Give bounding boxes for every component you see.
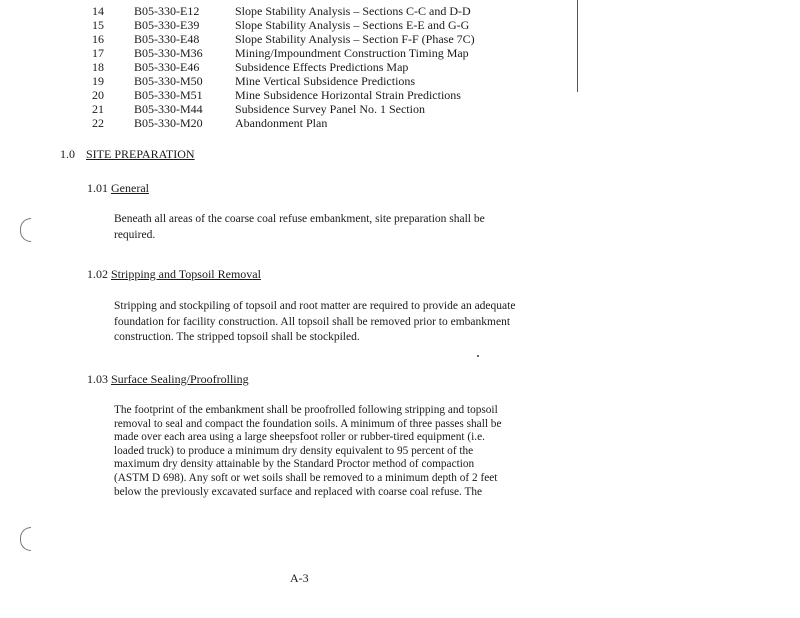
- drawing-title: Mining/Impoundment Construction Timing Map: [235, 46, 469, 60]
- drawing-number: 20: [92, 88, 104, 102]
- drawing-number: 16: [92, 32, 104, 46]
- paragraph-line: foundation for facility construction. All topsoil shall be removed prior to embankment: [114, 315, 511, 328]
- drawing-title: Mine Vertical Subsidence Predictions: [235, 74, 416, 88]
- drawing-code: B05-330-E39: [134, 18, 200, 32]
- drawing-number: 18: [92, 60, 104, 74]
- paragraph-line: below the previously excavated surface and replaced with coarse coal refuse. The: [114, 485, 483, 498]
- margin-rule: [577, 0, 578, 92]
- subsection-title: General: [111, 181, 149, 195]
- drawing-number: 22: [92, 116, 104, 130]
- drawing-code: B05-330-E46: [134, 60, 200, 74]
- drawing-number: 14: [92, 4, 104, 18]
- drawing-title: Abandonment Plan: [235, 116, 328, 130]
- paragraph-line: Beneath all areas of the coarse coal refuse embankment, site preparation shall be: [114, 213, 485, 225]
- page-number: A-3: [290, 571, 309, 585]
- drawing-title: Subsidence Effects Predictions Map: [235, 60, 409, 74]
- scan-speck: [477, 355, 479, 357]
- subsection-paragraph: [114, 299, 515, 346]
- subsection-title: Stripping and Topsoil Removal: [111, 267, 261, 281]
- drawing-code: B05-330-M20: [134, 116, 203, 130]
- paragraph-line: loaded truck) to produce a minimum dry density equivalent to 95 percent of the: [114, 444, 474, 457]
- drawing-code: B05-330-E12: [134, 4, 200, 18]
- drawing-number: 19: [92, 74, 104, 88]
- binder-hole-mark: [20, 527, 31, 551]
- drawing-code: B05-330-E48: [134, 32, 200, 46]
- drawing-number: 15: [92, 18, 104, 32]
- paragraph-line: Stripping and stockpiling of topsoil and root matter are required to provide an adequate: [114, 300, 516, 312]
- paragraph-line: made over each area using a large sheepsfoot roller or rubber-tired equipment (i.e.: [114, 431, 485, 444]
- drawing-title: Mine Subsidence Horizontal Strain Predictions: [235, 88, 461, 102]
- drawing-title: Slope Stability Analysis – Sections C-C and D-D: [235, 4, 471, 18]
- subsection-number: 1.01: [87, 181, 108, 195]
- section-title: SITE PREPARATION: [86, 147, 195, 161]
- paragraph-line: construction. The stripped topsoil shall be stockpiled.: [114, 331, 360, 343]
- subsection-number: 1.03: [87, 372, 108, 386]
- paragraph-line: The footprint of the embankment shall be proofrolled following stripping and topsoil: [114, 404, 498, 416]
- drawing-title: Slope Stability Analysis – Section F-F (Phase 7C): [235, 32, 475, 46]
- drawing-number: 21: [92, 102, 104, 116]
- paragraph-line: required.: [114, 228, 156, 241]
- drawing-title: Slope Stability Analysis – Sections E-E and G-G: [235, 18, 470, 32]
- section-number: 1.0: [60, 147, 75, 161]
- drawing-code: B05-330-M51: [134, 88, 203, 102]
- section-heading: [60, 147, 195, 161]
- subsection-heading: [87, 267, 261, 281]
- binder-hole-mark: [20, 218, 31, 242]
- drawing-code: B05-330-M44: [134, 102, 203, 116]
- subsection-paragraph: [114, 404, 501, 499]
- subsection-title: Surface Sealing/Proofrolling: [111, 372, 249, 386]
- paragraph-line: removal to seal and compact the foundation soils. A minimum of three passes shall be: [114, 417, 502, 430]
- drawing-code: B05-330-M50: [134, 74, 203, 88]
- subsection-paragraph: [114, 212, 485, 243]
- drawing-title: Subsidence Survey Panel No. 1 Section: [235, 102, 425, 116]
- subsection-heading: [87, 372, 249, 386]
- drawing-number: 17: [92, 46, 104, 60]
- subsection-heading: [87, 181, 149, 195]
- paragraph-line: (ASTM D 698). Any soft or wet soils shall be removed to a minimum depth of 2 feet: [114, 471, 498, 484]
- subsection-number: 1.02: [87, 267, 108, 281]
- paragraph-line: maximum dry density attainable by the Standard Proctor method of compaction: [114, 458, 475, 471]
- drawing-code: B05-330-M36: [134, 46, 203, 60]
